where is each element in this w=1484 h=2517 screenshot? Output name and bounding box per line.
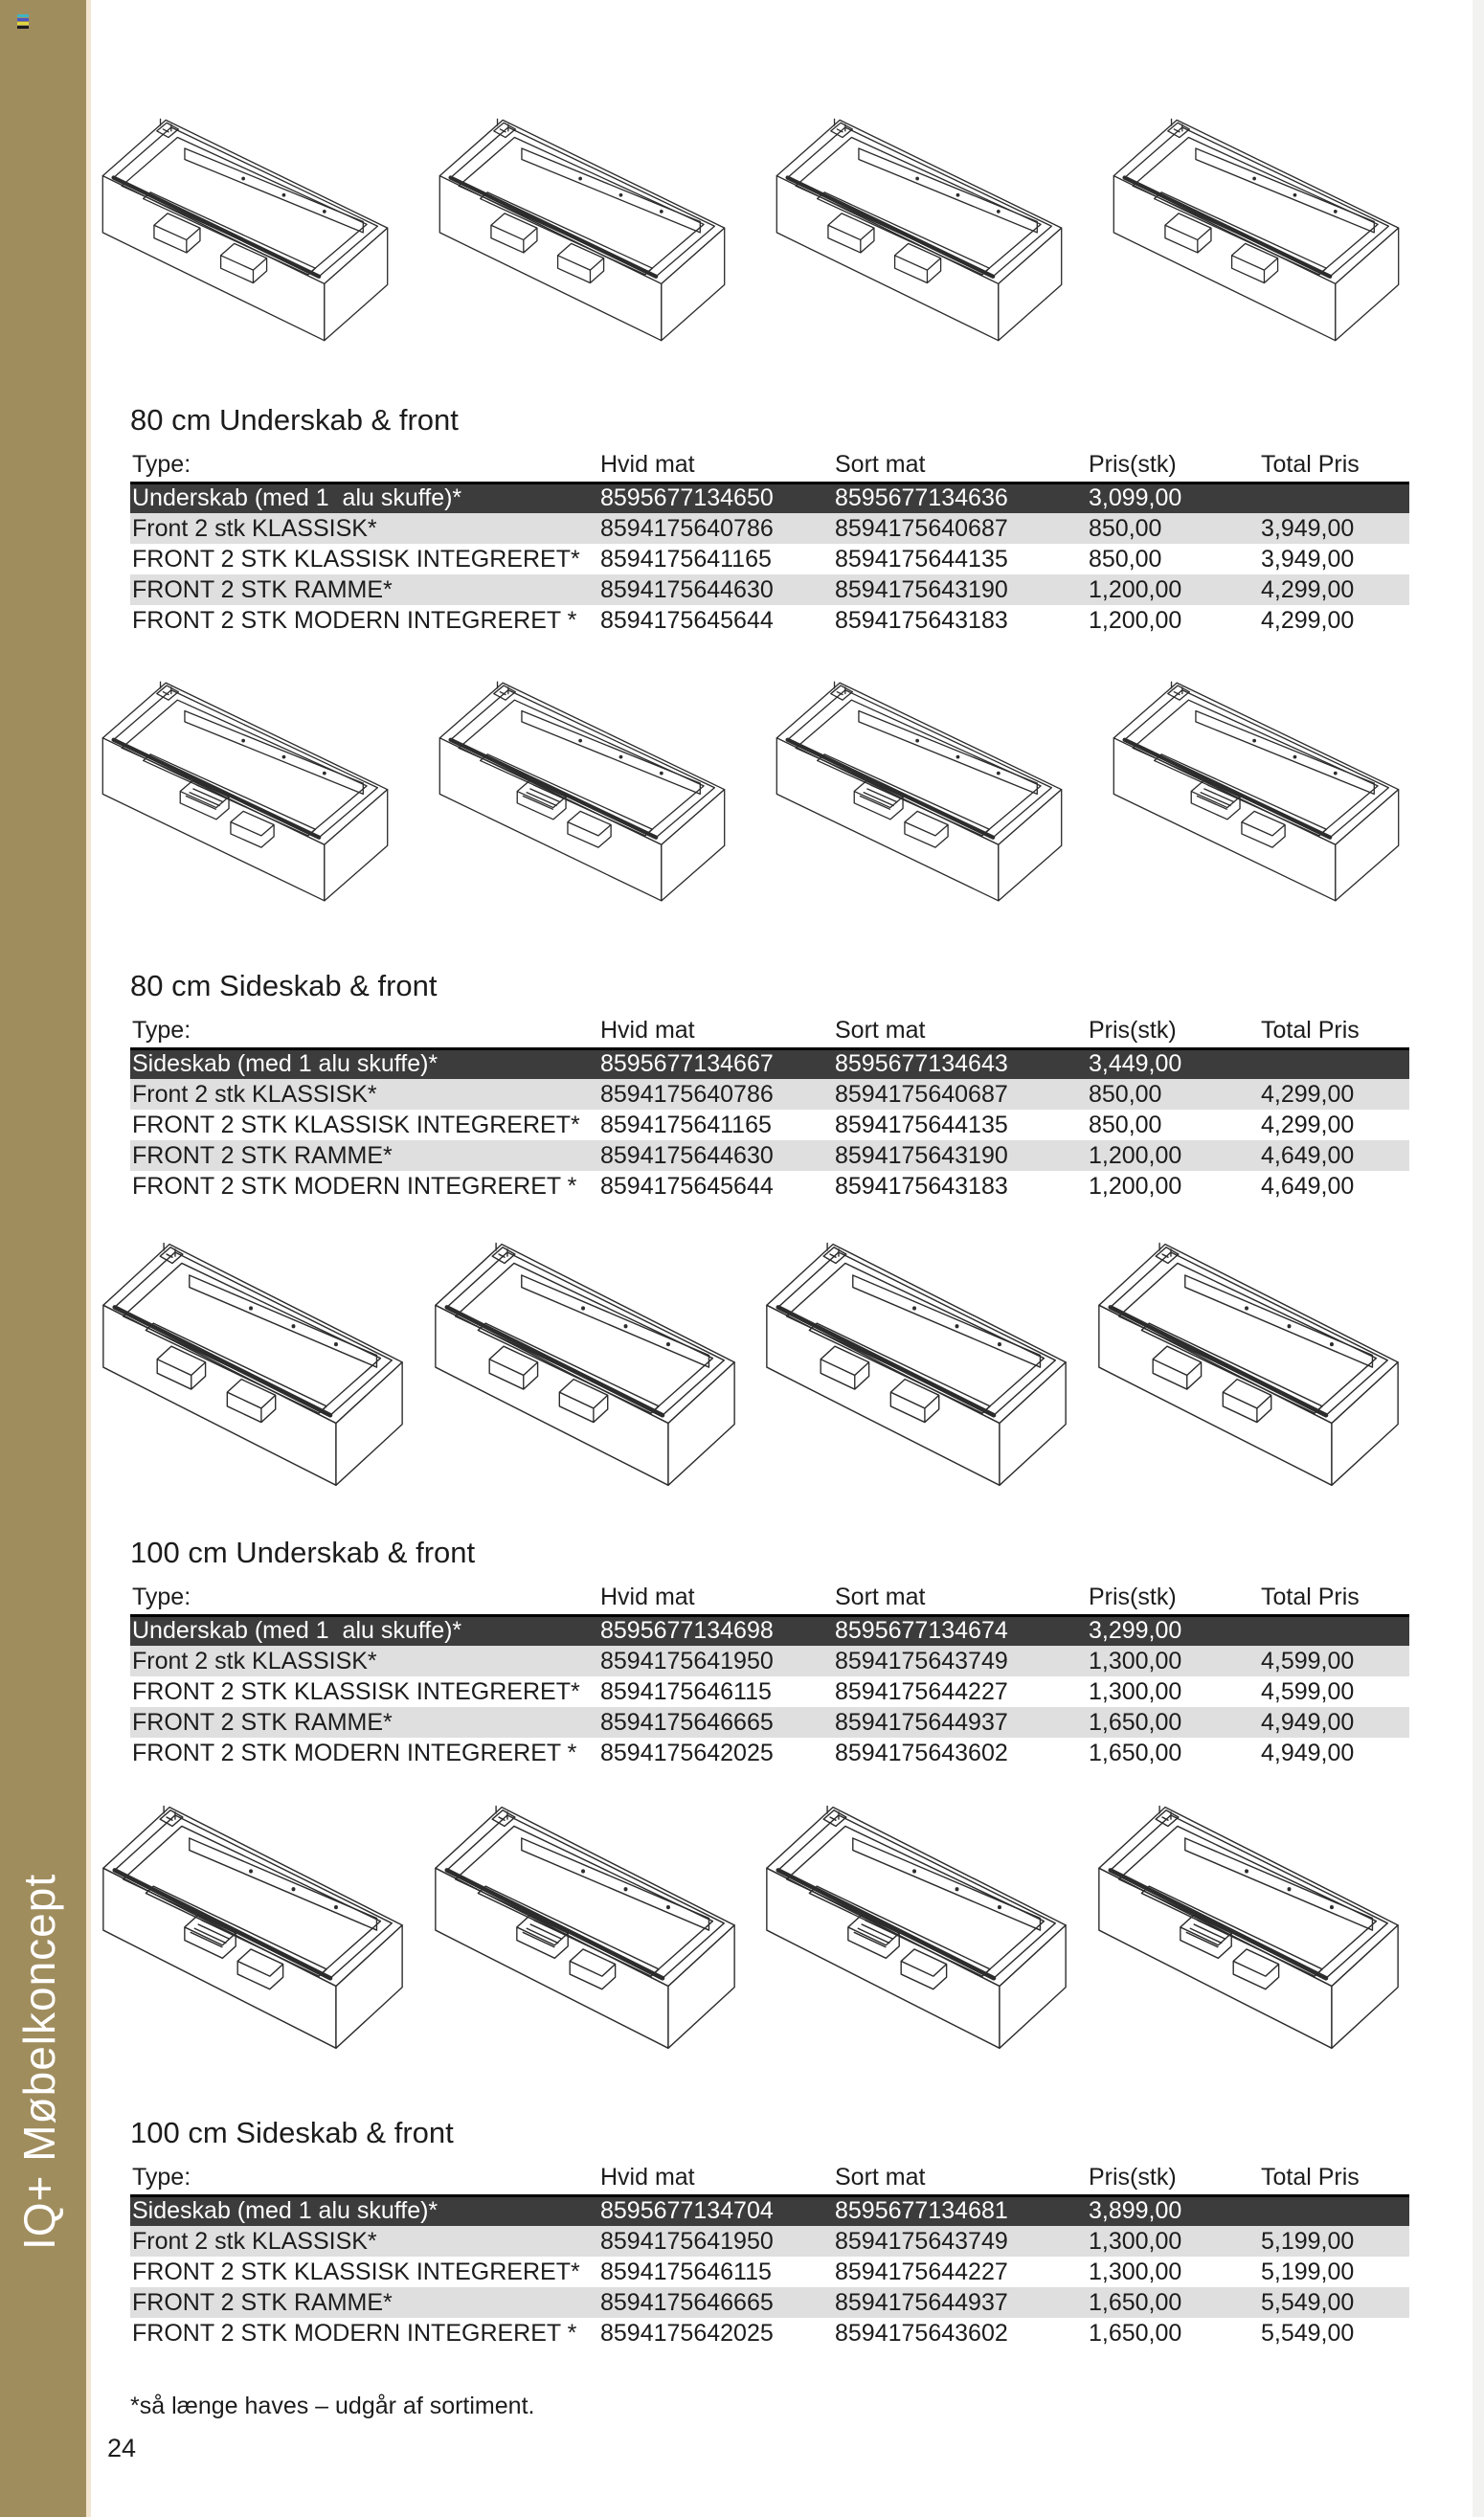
column-header: Hvid mat bbox=[598, 1581, 833, 1615]
cell-hvid: 8595677134650 bbox=[600, 484, 774, 512]
cell-type: FRONT 2 STK KLASSISK INTEGRERET* bbox=[132, 545, 580, 573]
cabinet-isometric-drawing bbox=[766, 107, 1072, 354]
cell-total: 4,599,00 bbox=[1261, 1677, 1355, 1705]
cell-type: Front 2 stk KLASSISK* bbox=[132, 514, 377, 542]
table-row bbox=[130, 1707, 1409, 1738]
brand-vertical-text: IQ+ Møbelkoncept bbox=[14, 1873, 64, 2250]
table-row bbox=[130, 1171, 1409, 1202]
cell-hvid: 8594175644630 bbox=[600, 575, 774, 603]
cell-type: FRONT 2 STK MODERN INTEGRERET * bbox=[132, 2319, 577, 2347]
column-header: Total Pris bbox=[1259, 1581, 1409, 1615]
cabinet-isometric-drawing bbox=[766, 670, 1072, 914]
cell-pris: 1,200,00 bbox=[1089, 575, 1182, 603]
cell-sort: 8594175643190 bbox=[835, 575, 1008, 603]
column-header: Type: bbox=[130, 1581, 598, 1615]
cell-sort: 8594175643190 bbox=[835, 1141, 1008, 1169]
cabinet-isometric-drawing bbox=[755, 1793, 1077, 2063]
section-title: 100 cm Underskab & front bbox=[130, 1536, 476, 1569]
cell-pris: 850,00 bbox=[1089, 514, 1162, 542]
cabinet-isometric-drawing bbox=[1103, 107, 1409, 354]
cell-sort: 8595677134636 bbox=[835, 484, 1008, 512]
column-header: Pris(stk) bbox=[1087, 448, 1259, 483]
brand-sidebar bbox=[0, 0, 86, 2517]
table-row bbox=[130, 1048, 1409, 1079]
table-row bbox=[130, 2226, 1409, 2257]
cell-hvid: 8594175646665 bbox=[600, 1708, 774, 1736]
cell-hvid: 8594175640786 bbox=[600, 514, 774, 542]
column-header: Sort mat bbox=[833, 1014, 1087, 1048]
price-table bbox=[130, 1581, 1409, 1768]
cell-pris: 850,00 bbox=[1089, 1080, 1162, 1108]
cell-hvid: 8594175645644 bbox=[600, 1172, 774, 1200]
cell-sort: 8594175643183 bbox=[835, 606, 1008, 634]
cell-type: Sideskab (med 1 alu skuffe)* bbox=[132, 1050, 438, 1078]
cell-pris: 1,200,00 bbox=[1089, 1141, 1182, 1169]
cell-total: 5,549,00 bbox=[1261, 2319, 1355, 2347]
cabinet-isometric-drawing bbox=[92, 1793, 414, 2063]
price-table bbox=[130, 448, 1409, 636]
cell-pris: 1,300,00 bbox=[1089, 1677, 1182, 1705]
cell-type: FRONT 2 STK KLASSISK INTEGRERET* bbox=[132, 1677, 580, 1705]
cell-type: FRONT 2 STK RAMME* bbox=[132, 575, 393, 603]
table-header-row bbox=[130, 1014, 1409, 1048]
table-row bbox=[130, 483, 1409, 513]
cell-sort: 8594175644937 bbox=[835, 1708, 1008, 1736]
cell-sort: 8594175644227 bbox=[835, 1677, 1008, 1705]
column-header: Type: bbox=[130, 2161, 598, 2195]
table-row bbox=[130, 1676, 1409, 1707]
table-row bbox=[130, 1646, 1409, 1676]
table-header-row bbox=[130, 448, 1409, 483]
cell-total bbox=[1259, 1615, 1409, 1646]
table-row bbox=[130, 513, 1409, 544]
cabinet-isometric-drawing bbox=[92, 107, 398, 354]
cell-type: Sideskab (med 1 alu skuffe)* bbox=[132, 2197, 438, 2225]
cell-hvid: 8594175644630 bbox=[600, 1141, 774, 1169]
table-row bbox=[130, 1110, 1409, 1140]
price-table bbox=[130, 2161, 1409, 2348]
cell-type: FRONT 2 STK MODERN INTEGRERET * bbox=[132, 1172, 577, 1200]
cell-hvid: 8595677134698 bbox=[600, 1617, 774, 1645]
cell-pris: 3,099,00 bbox=[1089, 484, 1182, 512]
cell-sort: 8594175643602 bbox=[835, 1739, 1008, 1766]
cabinet-isometric-drawing bbox=[424, 1230, 746, 1500]
cell-total bbox=[1259, 483, 1409, 513]
table-row bbox=[130, 574, 1409, 605]
column-header: Sort mat bbox=[833, 2161, 1087, 2195]
cell-sort: 8594175644937 bbox=[835, 2288, 1008, 2316]
column-header: Pris(stk) bbox=[1087, 1014, 1259, 1048]
table-row bbox=[130, 2257, 1409, 2287]
cell-total: 4,649,00 bbox=[1261, 1172, 1355, 1200]
drawings-row bbox=[92, 1230, 1409, 1500]
cell-hvid: 8594175646665 bbox=[600, 2288, 774, 2316]
cell-type: FRONT 2 STK RAMME* bbox=[132, 1708, 393, 1736]
column-header: Hvid mat bbox=[598, 1014, 833, 1048]
cell-type: FRONT 2 STK MODERN INTEGRERET * bbox=[132, 606, 577, 634]
cell-type: Underskab (med 1 alu skuffe)* bbox=[132, 1617, 462, 1645]
cabinet-isometric-drawing bbox=[429, 670, 735, 914]
cell-pris: 1,650,00 bbox=[1089, 2319, 1182, 2347]
table-row bbox=[130, 2195, 1409, 2226]
cabinet-isometric-drawing bbox=[424, 1793, 746, 2063]
drawings-row bbox=[92, 1793, 1409, 2063]
cell-hvid: 8594175641950 bbox=[600, 1647, 774, 1674]
cell-total: 4,299,00 bbox=[1261, 575, 1355, 603]
cell-sort: 8595677134681 bbox=[835, 2197, 1008, 2225]
cell-total: 4,949,00 bbox=[1261, 1739, 1355, 1766]
column-header: Total Pris bbox=[1259, 2161, 1409, 2195]
cell-type: FRONT 2 STK MODERN INTEGRERET * bbox=[132, 1739, 577, 1766]
cell-pris: 1,650,00 bbox=[1089, 1708, 1182, 1736]
cell-pris: 850,00 bbox=[1089, 545, 1162, 573]
column-header: Total Pris bbox=[1259, 448, 1409, 483]
drawings-row bbox=[92, 107, 1409, 354]
column-header: Pris(stk) bbox=[1087, 2161, 1259, 2195]
cell-pris: 1,300,00 bbox=[1089, 2258, 1182, 2285]
cabinet-isometric-drawing bbox=[1103, 670, 1409, 914]
section-title: 80 cm Underskab & front bbox=[130, 403, 459, 437]
column-header: Type: bbox=[130, 448, 598, 483]
table-header-row bbox=[130, 1581, 1409, 1615]
cell-pris: 1,650,00 bbox=[1089, 2288, 1182, 2316]
cell-hvid: 8594175641165 bbox=[600, 545, 772, 573]
cell-pris: 850,00 bbox=[1089, 1111, 1162, 1138]
table-row bbox=[130, 605, 1409, 636]
page-right-edge bbox=[1473, 0, 1484, 2517]
print-registration-mark-icon bbox=[17, 14, 29, 30]
cell-sort: 8594175644135 bbox=[835, 545, 1008, 573]
price-table bbox=[130, 1014, 1409, 1202]
cell-pris: 1,200,00 bbox=[1089, 1172, 1182, 1200]
page-number: 24 bbox=[107, 2434, 137, 2462]
cell-pris: 3,899,00 bbox=[1089, 2197, 1182, 2225]
cell-hvid: 8595677134704 bbox=[600, 2197, 774, 2225]
cell-type: FRONT 2 STK KLASSISK INTEGRERET* bbox=[132, 2258, 580, 2285]
table-row bbox=[130, 2318, 1409, 2348]
cabinet-isometric-drawing bbox=[1088, 1230, 1409, 1500]
cell-pris: 3,449,00 bbox=[1089, 1050, 1182, 1078]
cell-hvid: 8595677134667 bbox=[600, 1050, 774, 1078]
section-100cm-underskab bbox=[130, 1230, 1409, 1768]
section-title: 100 cm Sideskab & front bbox=[130, 2116, 454, 2149]
cell-sort: 8594175643602 bbox=[835, 2319, 1008, 2347]
cell-hvid: 8594175641950 bbox=[600, 2227, 774, 2255]
cell-sort: 8595677134643 bbox=[835, 1050, 1008, 1078]
cell-pris: 3,299,00 bbox=[1089, 1617, 1182, 1645]
cell-sort: 8594175640687 bbox=[835, 514, 1008, 542]
cell-pris: 1,300,00 bbox=[1089, 2227, 1182, 2255]
cell-pris: 1,200,00 bbox=[1089, 606, 1182, 634]
cell-sort: 8594175643749 bbox=[835, 2227, 1008, 2255]
cell-total bbox=[1259, 2195, 1409, 2226]
column-header: Hvid mat bbox=[598, 448, 833, 483]
column-header: Hvid mat bbox=[598, 2161, 833, 2195]
cell-sort: 8595677134674 bbox=[835, 1617, 1008, 1645]
cell-sort: 8594175640687 bbox=[835, 1080, 1008, 1108]
column-header: Pris(stk) bbox=[1087, 1581, 1259, 1615]
cell-hvid: 8594175640786 bbox=[600, 1080, 774, 1108]
sidebar-edge-strip bbox=[86, 0, 91, 2517]
cell-type: Front 2 stk KLASSISK* bbox=[132, 1647, 377, 1674]
table-row bbox=[130, 1079, 1409, 1110]
cabinet-isometric-drawing bbox=[1088, 1793, 1409, 2063]
cell-type: Underskab (med 1 alu skuffe)* bbox=[132, 484, 462, 512]
cell-hvid: 8594175646115 bbox=[600, 1677, 772, 1705]
table-row bbox=[130, 1738, 1409, 1768]
cell-type: FRONT 2 STK RAMME* bbox=[132, 2288, 393, 2316]
footnote: *så længe haves – udgår af sortiment. bbox=[130, 2393, 535, 2419]
cell-hvid: 8594175642025 bbox=[600, 2319, 774, 2347]
cell-total bbox=[1259, 1048, 1409, 1079]
cell-sort: 8594175644227 bbox=[835, 2258, 1008, 2285]
table-row bbox=[130, 544, 1409, 574]
cell-total: 4,649,00 bbox=[1261, 1141, 1355, 1169]
cell-hvid: 8594175641165 bbox=[600, 1111, 772, 1138]
cell-total: 4,599,00 bbox=[1261, 1647, 1355, 1674]
section-80cm-underskab bbox=[130, 107, 1409, 636]
cabinet-isometric-drawing bbox=[755, 1230, 1077, 1500]
cell-total: 4,299,00 bbox=[1261, 606, 1355, 634]
section-title: 80 cm Sideskab & front bbox=[130, 969, 438, 1002]
table-row bbox=[130, 1140, 1409, 1171]
cell-sort: 8594175643749 bbox=[835, 1647, 1008, 1674]
cell-sort: 8594175644135 bbox=[835, 1111, 1008, 1138]
section-100cm-sideskab bbox=[130, 1793, 1409, 2348]
cell-hvid: 8594175642025 bbox=[600, 1739, 774, 1766]
cell-total: 4,299,00 bbox=[1261, 1111, 1355, 1138]
table-row bbox=[130, 1615, 1409, 1646]
drawings-row bbox=[92, 670, 1409, 914]
column-header: Sort mat bbox=[833, 1581, 1087, 1615]
cell-pris: 1,300,00 bbox=[1089, 1647, 1182, 1674]
cell-total: 4,949,00 bbox=[1261, 1708, 1355, 1736]
cabinet-isometric-drawing bbox=[92, 670, 398, 914]
cell-total: 4,299,00 bbox=[1261, 1080, 1355, 1108]
content-column bbox=[130, 0, 1409, 2420]
column-header: Sort mat bbox=[833, 448, 1087, 483]
cell-total: 5,549,00 bbox=[1261, 2288, 1355, 2316]
cell-total: 5,199,00 bbox=[1261, 2258, 1355, 2285]
cell-type: FRONT 2 STK RAMME* bbox=[132, 1141, 393, 1169]
cell-hvid: 8594175646115 bbox=[600, 2258, 772, 2285]
cabinet-isometric-drawing bbox=[429, 107, 735, 354]
cell-type: Front 2 stk KLASSISK* bbox=[132, 2227, 377, 2255]
cell-total: 3,949,00 bbox=[1261, 514, 1355, 542]
cell-total: 5,199,00 bbox=[1261, 2227, 1355, 2255]
column-header: Total Pris bbox=[1259, 1014, 1409, 1048]
cell-hvid: 8594175645644 bbox=[600, 606, 774, 634]
cabinet-isometric-drawing bbox=[92, 1230, 414, 1500]
cell-type: FRONT 2 STK KLASSISK INTEGRERET* bbox=[132, 1111, 580, 1138]
cell-total: 3,949,00 bbox=[1261, 545, 1355, 573]
section-80cm-sideskab bbox=[130, 670, 1409, 1202]
table-row bbox=[130, 2287, 1409, 2318]
cell-type: Front 2 stk KLASSISK* bbox=[132, 1080, 377, 1108]
cell-sort: 8594175643183 bbox=[835, 1172, 1008, 1200]
table-header-row bbox=[130, 2161, 1409, 2195]
cell-pris: 1,650,00 bbox=[1089, 1739, 1182, 1766]
column-header: Type: bbox=[130, 1014, 598, 1048]
